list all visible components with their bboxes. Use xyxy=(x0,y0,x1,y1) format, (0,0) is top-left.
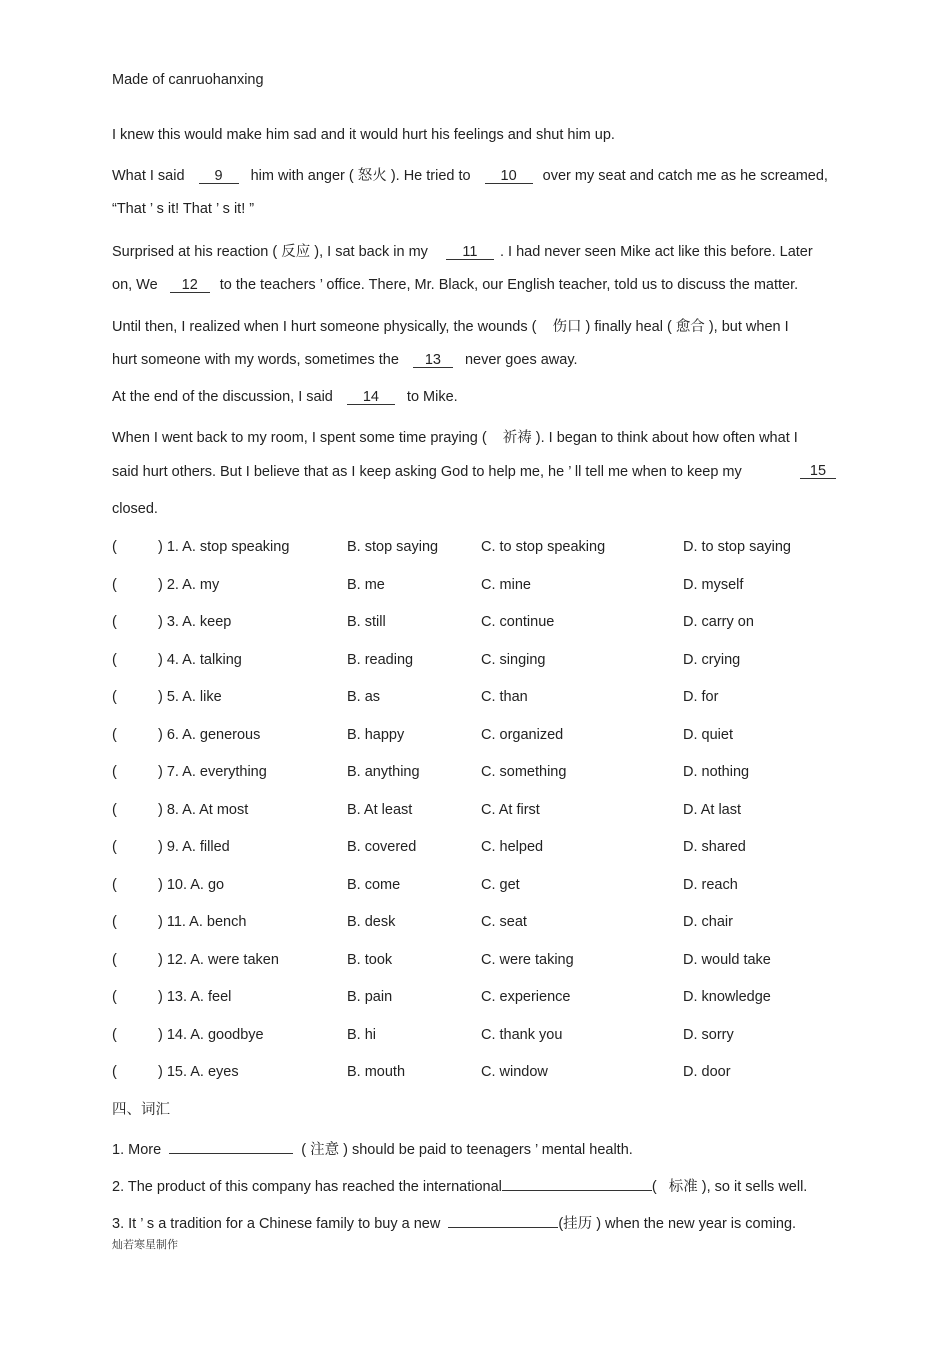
question-option-c: C. continue xyxy=(481,614,555,630)
question-option-b: B. took xyxy=(347,951,393,968)
passage-line-11: closed. xyxy=(112,501,158,517)
vocab-item-2: 2. The product of this company has reached the international ( 标准 ), so it sells well. xyxy=(112,1179,808,1195)
question-option-c: C. something xyxy=(481,764,567,780)
question-option-d: D. carry on xyxy=(683,614,754,630)
question-paren: ( xyxy=(112,801,117,818)
blank-11: 11 xyxy=(446,245,494,260)
question-option-c: C. singing xyxy=(481,651,546,668)
blank-12: 12 xyxy=(170,278,210,293)
question-option-d: D. chair xyxy=(683,914,733,930)
question-paren: ( xyxy=(112,689,117,705)
question-option-a: ) 1. A. stop speaking xyxy=(158,539,290,555)
passage-line-3: “That ’ s it! That ’ s it! ” xyxy=(112,201,255,217)
passage-line-7: hurt someone with my words, sometimes the 13 never goes away. xyxy=(112,352,578,368)
question-option-c: C. window xyxy=(481,1064,548,1080)
question-option-d: D. reach xyxy=(683,876,738,893)
question-option-a: ) 9. A. filled xyxy=(158,839,230,855)
question-paren: ( xyxy=(112,539,117,555)
question-option-d: D. quiet xyxy=(683,726,733,743)
question-option-c: C. to stop speaking xyxy=(481,539,606,555)
question-option-c: C. experience xyxy=(481,989,571,1005)
question-paren: ( xyxy=(112,839,117,855)
question-option-b: B. anything xyxy=(347,764,420,780)
question-option-d: D. crying xyxy=(683,651,741,668)
question-option-b: B. still xyxy=(347,614,386,630)
question-paren: ( xyxy=(112,614,117,630)
question-paren: ( xyxy=(112,576,117,593)
page-header: Made of canruohanxing xyxy=(112,72,264,88)
question-option-c: C. thank you xyxy=(481,1026,563,1043)
question-option-a: ) 3. A. keep xyxy=(158,614,232,630)
page-footer: 灿若寒星制作 xyxy=(112,1238,178,1251)
question-option-a: ) 12. A. were taken xyxy=(158,951,279,968)
question-paren: ( xyxy=(112,914,117,930)
blank-14: 14 xyxy=(347,390,395,405)
question-paren: ( xyxy=(112,989,117,1005)
vocab-blank-1[interactable] xyxy=(169,1141,293,1154)
blank-9: 9 xyxy=(199,169,239,184)
passage-line-6: Until then, I realized when I hurt someone physically, the wounds ( 伤口 ) finally heal ( 愈合 ), but when I xyxy=(112,319,789,335)
vocab-blank-3[interactable] xyxy=(448,1215,558,1228)
question-option-d: D. door xyxy=(683,1064,731,1080)
question-option-a: ) 6. A. generous xyxy=(158,726,261,743)
question-option-b: B. desk xyxy=(347,914,396,930)
passage-line-4: Surprised at his reaction ( 反应 ), I sat back in my 11 . I had never seen Mike act like this before. Later xyxy=(112,244,813,260)
question-paren: ( xyxy=(112,1064,117,1080)
question-option-c: C. were taking xyxy=(481,951,574,968)
question-option-b: B. me xyxy=(347,576,385,593)
question-option-d: D. to stop saying xyxy=(683,539,791,555)
question-option-b: B. mouth xyxy=(347,1064,406,1080)
question-option-a: ) 14. A. goodbye xyxy=(158,1026,264,1043)
passage-line-10: said hurt others. But I believe that as I keep asking God to help me, he ’ ll tell me when to keep my xyxy=(112,464,742,480)
vocab-item-3: 3. It ’ s a tradition for a Chinese family to buy a new (挂历 ) when the new year is coming. xyxy=(112,1216,797,1232)
question-option-d: D. nothing xyxy=(683,764,750,780)
passage-line-2: What I said 9 him with anger ( 怒火 ). He tried to 10 over my seat and catch me as he screamed, xyxy=(112,168,828,184)
question-option-a: ) 2. A. my xyxy=(158,576,220,593)
question-option-b: B. covered xyxy=(347,839,417,855)
question-paren: ( xyxy=(112,876,117,893)
question-paren: ( xyxy=(112,764,117,780)
question-option-b: B. come xyxy=(347,876,401,893)
passage-line-8: At the end of the discussion, I said 14 to Mike. xyxy=(112,389,458,405)
question-option-a: ) 10. A. go xyxy=(158,876,225,893)
blank-13: 13 xyxy=(413,353,453,368)
question-option-b: B. happy xyxy=(347,726,405,743)
question-paren: ( xyxy=(112,651,117,668)
question-option-c: C. get xyxy=(481,876,520,893)
question-option-d: D. myself xyxy=(683,576,744,593)
question-option-a: ) 13. A. feel xyxy=(158,989,232,1005)
question-option-c: C. than xyxy=(481,689,528,705)
question-option-c: C. seat xyxy=(481,914,527,930)
question-paren: ( xyxy=(112,1026,117,1043)
section-title: 四、词汇 xyxy=(112,1102,170,1118)
question-option-c: C. mine xyxy=(481,576,531,593)
question-option-b: B. At least xyxy=(347,801,413,818)
question-option-d: D. for xyxy=(683,689,719,705)
question-option-d: D. shared xyxy=(683,839,746,855)
question-option-c: C. helped xyxy=(481,839,544,855)
question-option-a: ) 5. A. like xyxy=(158,689,222,705)
question-option-c: C. organized xyxy=(481,726,564,743)
question-option-d: D. sorry xyxy=(683,1026,734,1043)
question-option-a: ) 11. A. bench xyxy=(158,914,247,930)
passage-line-9: When I went back to my room, I spent some time praying ( 祈祷 ). I began to think about how often what I xyxy=(112,430,798,446)
passage-line-1: I knew this would make him sad and it would hurt his feelings and shut him up. xyxy=(112,127,615,143)
question-option-a: ) 4. A. talking xyxy=(158,651,242,668)
vocab-blank-2[interactable] xyxy=(502,1178,652,1191)
question-option-a: ) 15. A. eyes xyxy=(158,1064,239,1080)
question-option-b: B. reading xyxy=(347,651,414,668)
question-paren: ( xyxy=(112,726,117,743)
question-option-c: C. At first xyxy=(481,801,540,818)
question-option-b: B. pain xyxy=(347,989,393,1005)
question-option-d: D. would take xyxy=(683,951,771,968)
blank-15: 15 xyxy=(800,464,836,479)
question-option-a: ) 7. A. everything xyxy=(158,764,267,780)
question-option-a: ) 8. A. At most xyxy=(158,801,249,818)
question-option-d: D. At last xyxy=(683,801,742,818)
question-option-d: D. knowledge xyxy=(683,989,771,1005)
question-option-b: B. stop saying xyxy=(347,539,439,555)
question-paren: ( xyxy=(112,951,117,968)
blank-10: 10 xyxy=(485,169,533,184)
question-option-b: B. hi xyxy=(347,1026,377,1043)
question-option-b: B. as xyxy=(347,689,381,705)
vocab-item-1: 1. More ( 注意 ) should be paid to teenagers ’ mental health. xyxy=(112,1142,633,1158)
passage-line-5: on, We 12 to the teachers ’ office. There, Mr. Black, our English teacher, told us to discuss the matter. xyxy=(112,277,799,293)
